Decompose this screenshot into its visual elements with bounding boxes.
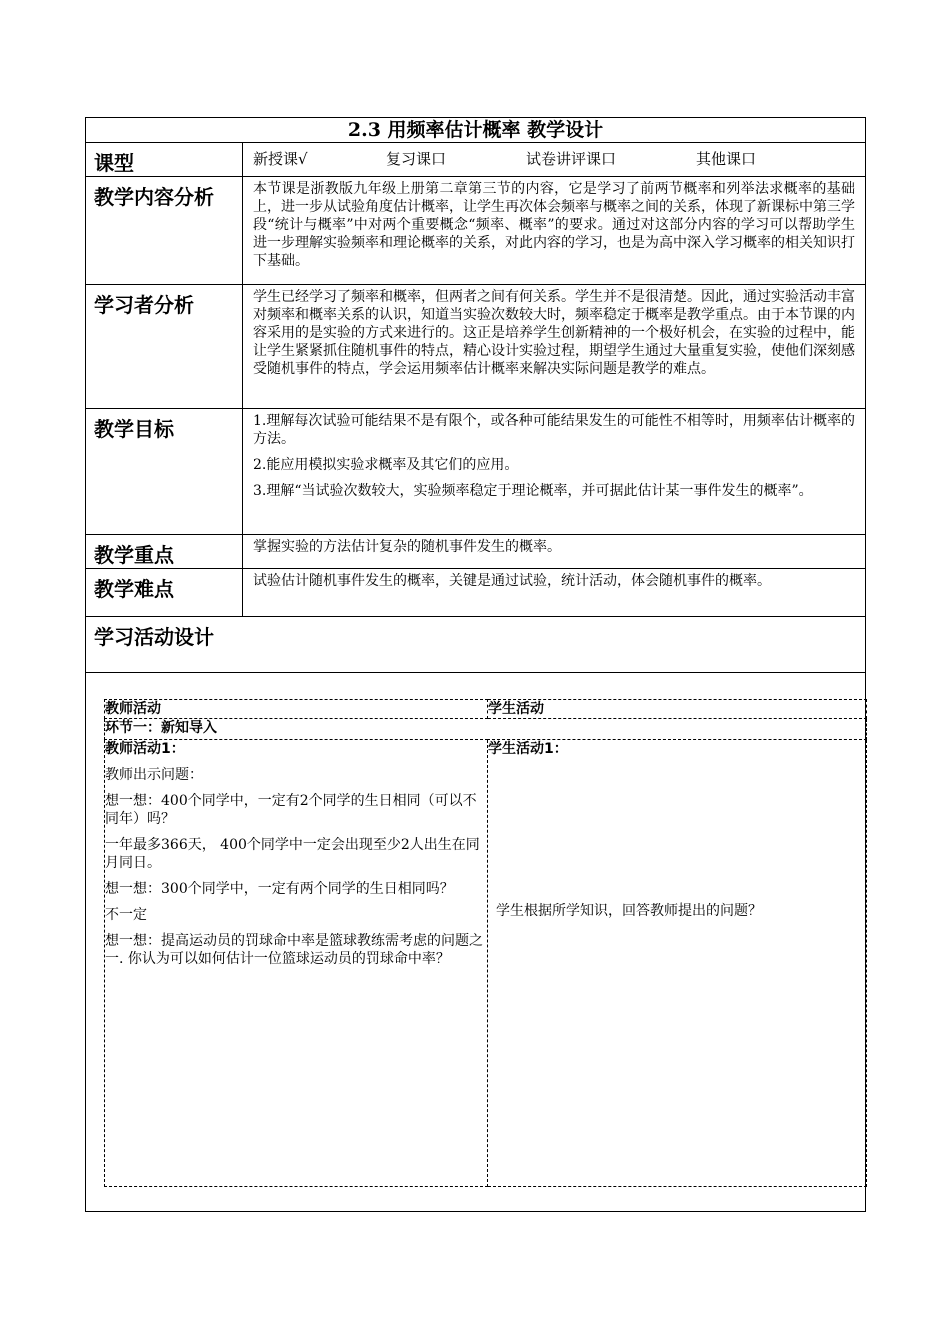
- teacher-paragraph: 想一想：300个同学中，一定有两个同学的生日相同吗？: [105, 881, 454, 897]
- lesson-type-options: [243, 143, 865, 169]
- activity-design-label: 学习活动设计: [86, 617, 866, 673]
- teacher-activity-cell: [105, 740, 488, 1187]
- lesson-type-label: 课型: [86, 143, 243, 177]
- student-activity-header: 学生活动: [488, 700, 867, 719]
- student-response: 学生根据所学知识，回答教师提出的问题？: [496, 903, 762, 919]
- student-activity-subtitle: 学生活动1：: [488, 741, 568, 757]
- content-analysis-label: 教学内容分析: [86, 177, 243, 285]
- lesson-plan-table: [85, 117, 866, 1212]
- learner-analysis-text: 学生已经学习了频率和概率，但两者之间有何关系。学生并不是很清楚。因此，通过实验活动丰富对频率和概率关系的认识，知道当实验次数较大时，频率稳定于概率是教学重点。由于本节课的内容采用的是实验的方式来进行的。这正是培养学生创新精神的一个极好机会，在实验的过程中，能让学生紧紧抓住随机事件的特点，精心设计实验过程，期望学生通过大量重复实验，使他们深刻感受随机事件的特点，学会运用频率估计概率来解决实际问题是教学的难点。: [243, 285, 866, 409]
- teacher-paragraph: 教师出示问题：: [105, 767, 203, 783]
- teacher-activity-subtitle: 教师活动1：: [105, 741, 185, 757]
- objective-item: 1.理解每次试验可能结果不是有限个，或各种可能结果发生的可能性不相等时，用频率估计概率的方法。: [253, 413, 856, 447]
- option-new-lesson: 新授课√: [253, 150, 308, 168]
- objective-item: 2.能应用模拟实验求概率及其它们的应用。: [253, 457, 519, 473]
- learner-analysis-label: 学习者分析: [86, 285, 243, 409]
- objective-item: 3.理解“当试验次数较大，实验频率稳定于理论概率，并可据此估计某一事件发生的概率”。: [253, 483, 813, 499]
- activity-design-section: [86, 673, 865, 1211]
- teacher-paragraph: 想一想：400个同学中，一定有2个同学的生日相同（可以不同年）吗？: [105, 793, 477, 827]
- objectives-list: [243, 409, 866, 535]
- teacher-activity-header: 教师活动: [105, 700, 488, 719]
- document-title: 2.3 用频率估计概率 教学设计: [86, 118, 866, 143]
- content-analysis-text: 本节课是浙教版九年级上册第二章第三节的内容，它是学习了前两节概率和列举法求概率的基础上，进一步从试验角度估计概率，让学生再次体会频率与概率之间的关系，体现了新课标中第三学段“统计与概率”中对两个重要概念“频率、概率”的要求。通过对这部分内容的学习可以帮助学生进一步理解实验频率和理论概率的关系，对此内容的学习，也是为高中深入学习概率的相关知识打下基础。: [243, 177, 866, 285]
- phase-heading: 环节一：新知导入: [105, 719, 867, 740]
- key-point-label: 教学重点: [86, 535, 243, 569]
- objectives-label: 教学目标: [86, 409, 243, 535]
- teacher-paragraph: 想一想：提高运动员的罚球命中率是篮球教练需考虑的问题之一. 你认为可以如何估计一位篮球运动员的罚球命中率？: [105, 933, 483, 967]
- option-review-lesson: 复习课口: [386, 150, 447, 168]
- teacher-paragraph: 一年最多366天， 400个同学中一定会出现至少2人出生在同月同日。: [105, 837, 480, 871]
- lesson-plan-document: [85, 117, 865, 1212]
- activity-table: [104, 699, 867, 1187]
- option-exam-review-lesson: 试卷讲评课口: [526, 150, 617, 168]
- key-point-text: 掌握实验的方法估计复杂的随机事件发生的概率。: [243, 535, 866, 569]
- student-activity-cell: [488, 740, 867, 1187]
- option-other-lesson: 其他课口: [696, 150, 757, 168]
- difficulty-label: 教学难点: [86, 569, 243, 617]
- difficulty-text: 试验估计随机事件发生的概率，关键是通过试验，统计活动，体会随机事件的概率。: [243, 569, 866, 617]
- teacher-paragraph: 不一定: [105, 907, 147, 923]
